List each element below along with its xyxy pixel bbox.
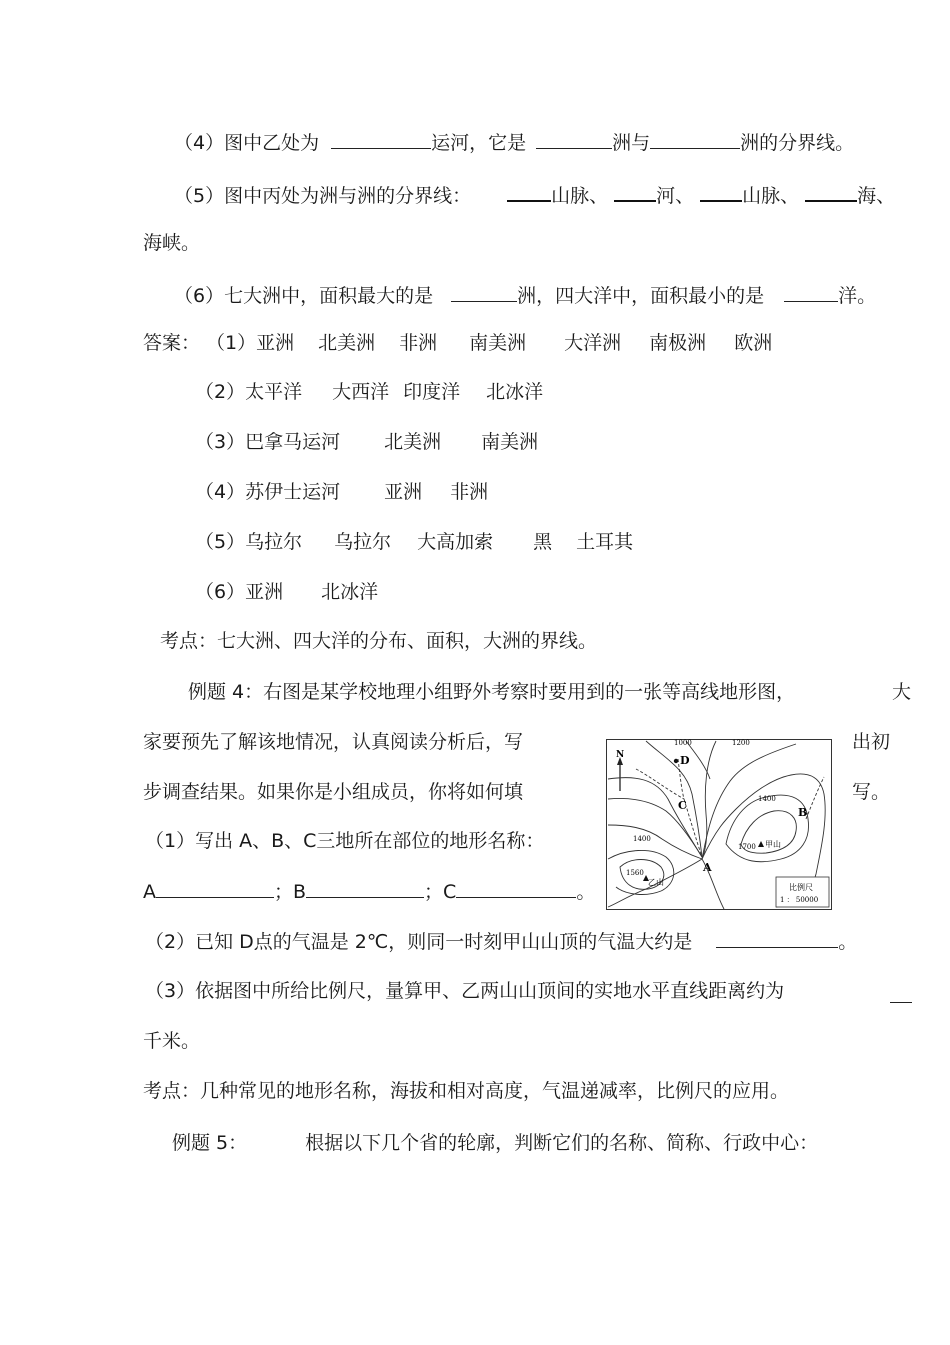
blank (614, 182, 656, 202)
answer-line-3: （3）巴拿马运河 北美洲 南美洲 (195, 431, 539, 453)
answer-line-6: （6）亚洲 北冰洋 (195, 581, 379, 603)
kaodian-2: 考点：几种常见的地形名称，海拔和相对高度，气温递减率，比例尺的应用。 (143, 1080, 790, 1102)
example-4-q1-blanks: A ；B ；C 。 (143, 881, 596, 903)
question-5-cont: 海峡。 (143, 232, 201, 254)
scale-value: 1 ： 50000 (780, 896, 819, 904)
question-6: （6）七大洲中，面积最大的是 洲，四大洋中，面积最小的是 洋。 (174, 285, 877, 307)
question-5: （5）图中丙处为洲与洲的分界线： 山脉、 河、 山脉、 海、 (174, 182, 895, 208)
point-d-label: D (680, 754, 690, 767)
point-b-label: B (798, 806, 808, 819)
peak-yi-elevation: 1560 (626, 869, 644, 877)
blank (890, 984, 912, 1003)
peak-yi-name: 乙山 (648, 878, 664, 887)
blank (784, 283, 838, 302)
point-c-label: C (678, 799, 687, 812)
example-4-q3: （3）依据图中所给比例尺，量算甲、乙两山山顶间的实地水平直线距离约为 (145, 980, 785, 1002)
contour-label-1000: 1000 (674, 739, 692, 747)
kaodian-1: 考点：七大洲、四大洋的分布、面积，大洲的界线。 (160, 630, 598, 652)
north-label: N (616, 750, 625, 760)
blank-b (306, 879, 424, 898)
scale-label: 比例尺 (789, 883, 813, 892)
blank (716, 929, 838, 948)
blank (700, 182, 742, 202)
blank (331, 130, 431, 149)
blank (650, 130, 740, 149)
example-5: 例题 5： 根据以下几个省的轮廓，判断它们的名称、简称、行政中心： (172, 1132, 819, 1154)
blank (507, 182, 551, 202)
answer-line-5: （5）乌拉尔 乌拉尔 大高加索 黑 土耳其 (195, 531, 634, 553)
blank (536, 130, 612, 149)
contour-label-1400-a: 1400 (633, 835, 651, 843)
example-4-line-3: 步调查结果。如果你是小组成员，你将如何填 (143, 781, 524, 803)
example-4-q3-cont: 千米。 (143, 1030, 201, 1052)
example-4-q1: （1）写出 A、B、C三地所在部位的地形名称： (145, 830, 545, 852)
question-4: （4）图中乙处为 运河，它是 洲与 洲的分界线。 (174, 132, 855, 154)
example-4-line-1: 例题 4：右图是某学校地理小组野外考察时要用到的一张等高线地形图， (188, 681, 796, 703)
peak-jia-elevation: 1700 (738, 843, 756, 851)
blank-a (156, 879, 274, 898)
example-4-line-3-end: 写。 (852, 781, 891, 803)
point-a-label: A (703, 861, 712, 874)
answer-line-1: 答案： （1）亚洲 北美洲 非洲 南美洲 大洋洲 南极洲 欧洲 (143, 332, 773, 354)
example-4-line-2: 家要预先了解该地情况，认真阅读分析后，写 (143, 731, 524, 753)
contour-label-1200: 1200 (732, 739, 750, 747)
example-4-q2: （2）已知 D点的气温是 2℃，则同一时刻甲山山顶的气温大约是 。 (145, 931, 858, 953)
blank (805, 182, 857, 202)
contour-label-1400-b: 1400 (758, 795, 776, 803)
blank-c (456, 879, 576, 898)
contour-map (606, 739, 832, 910)
answer-line-2: （2）太平洋 大西洋 印度洋 北冰洋 (195, 381, 544, 403)
blank (451, 283, 517, 302)
answer-line-4: （4）苏伊士运河 亚洲 非洲 (195, 481, 489, 503)
example-4-line-2-end: 出初 (852, 731, 891, 753)
peak-jia-name: 甲山 (765, 840, 781, 849)
example-4-line-1-end: 大 (892, 681, 912, 703)
point-d-marker (674, 759, 678, 763)
